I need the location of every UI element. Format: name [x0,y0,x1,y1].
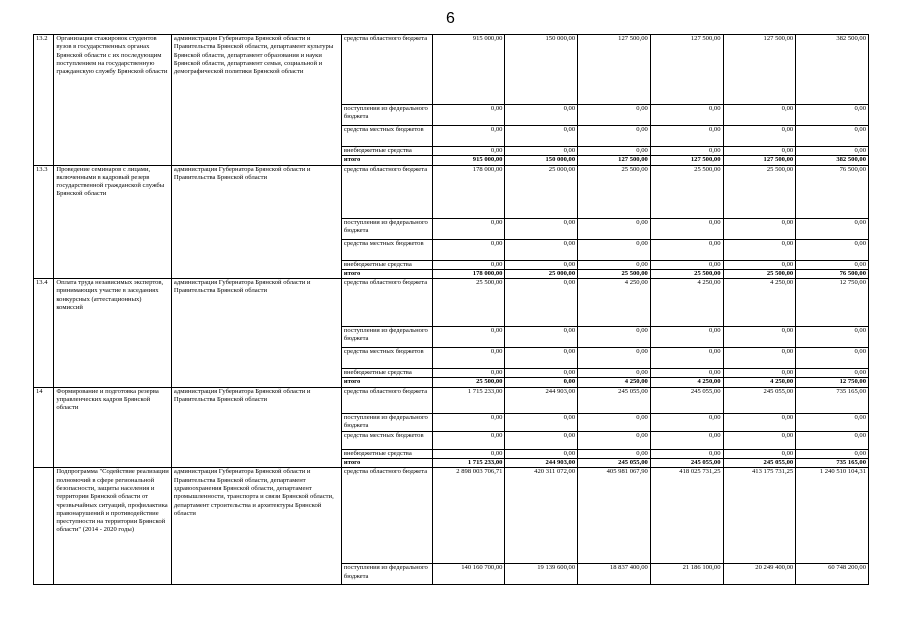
source-label: средства областного бюджета [341,35,432,105]
cell-value: 0,00 [432,431,505,449]
cell-value: 0,00 [578,126,651,147]
cell-value: 0,00 [796,449,869,458]
page-number: 6 [446,10,455,27]
table-row [34,279,869,327]
executor: администрация Губернатора Брянской области и Правительства Брянской области, департамент здравоохранения Брянской области, департамент промышленности, транспорта и связи Брянской области, департамент строительства и архитектуры Брянской области [171,468,341,585]
cell-value: 0,00 [723,126,796,147]
cell-value: 0,00 [578,147,651,156]
cell-value: 127 500,00 [650,156,723,165]
source-label: средства областного бюджета [341,468,432,564]
cell-value: 4 250,00 [650,279,723,327]
cell-value: 0,00 [796,348,869,369]
cell-value: 0,00 [650,327,723,348]
cell-value: 0,00 [723,260,796,269]
cell-value: 25 000,00 [505,269,578,278]
cell-value: 178 000,00 [432,269,505,278]
cell-value: 0,00 [796,239,869,260]
budget-table [33,34,869,585]
source-label: поступления из федерального бюджета [341,327,432,348]
cell-value: 915 000,00 [432,156,505,165]
row-number: 13.3 [34,165,54,279]
cell-value: 0,00 [650,105,723,126]
cell-value: 0,00 [432,126,505,147]
cell-value: 0,00 [650,348,723,369]
cell-value: 0,00 [505,449,578,458]
cell-value: 0,00 [723,449,796,458]
cell-value: 0,00 [796,413,869,431]
source-label: средства областного бюджета [341,279,432,327]
row-number: 14 [34,387,54,468]
cell-value: 4 250,00 [650,378,723,387]
cell-value: 25 500,00 [723,165,796,218]
cell-value: 0,00 [505,369,578,378]
cell-value: 127 500,00 [578,35,651,105]
source-label: внебюджетные средства [341,147,432,156]
cell-value: 12 750,00 [796,279,869,327]
row-number: 13.4 [34,279,54,388]
cell-value: 127 500,00 [578,156,651,165]
cell-value: 25 500,00 [723,269,796,278]
cell-value: 245 055,00 [578,387,651,413]
table-row [34,387,869,413]
cell-value: 25 500,00 [578,269,651,278]
cell-value: 0,00 [650,126,723,147]
cell-value: 0,00 [723,431,796,449]
cell-value: 0,00 [432,449,505,458]
measure-name: Оплата труда независимых экспертов, принимающих участие в заседаниях конкурсных (аттестационных) комиссий [54,279,172,388]
cell-value: 0,00 [578,449,651,458]
cell-value: 0,00 [505,126,578,147]
cell-value: 0,00 [432,327,505,348]
cell-value: 0,00 [505,378,578,387]
cell-value: 18 837 400,00 [578,564,651,585]
cell-value: 735 165,00 [796,459,869,468]
source-label: поступления из федерального бюджета [341,105,432,126]
cell-value: 0,00 [432,147,505,156]
cell-value: 0,00 [432,348,505,369]
cell-value: 0,00 [505,348,578,369]
cell-value: 178 000,00 [432,165,505,218]
measure-name: Организация стажировок студентов вузов в государственных органах Брянской области с их последующим поступлением на государственную гражданскую службу Брянской области [54,35,172,166]
cell-value: 0,00 [723,239,796,260]
cell-value: 76 500,00 [796,269,869,278]
source-label: итого [341,378,432,387]
row-number: 13.2 [34,35,54,166]
cell-value: 127 500,00 [723,156,796,165]
cell-value: 735 165,00 [796,387,869,413]
cell-value: 1 715 233,00 [432,387,505,413]
source-label: средства областного бюджета [341,165,432,218]
cell-value: 140 160 700,00 [432,564,505,585]
cell-value: 245 055,00 [650,387,723,413]
cell-value: 150 000,00 [505,35,578,105]
cell-value: 0,00 [432,218,505,239]
cell-value: 244 903,00 [505,459,578,468]
measure-name: Проведение семинаров с лицами, включенными в кадровый резерв государственной гражданской службы Брянской области [54,165,172,279]
cell-value: 0,00 [796,147,869,156]
cell-value: 0,00 [505,279,578,327]
source-label: поступления из федерального бюджета [341,564,432,585]
cell-value: 0,00 [723,369,796,378]
cell-value: 0,00 [505,147,578,156]
cell-value: 19 139 600,00 [505,564,578,585]
source-label: поступления из федерального бюджета [341,413,432,431]
executor: администрация Губернатора Брянской области и Правительства Брянской области, департамент культуры Брянской области, департамент образования и науки Брянской области, департамент семьи, социальной и демографической политики Брянской области [171,35,341,166]
cell-value: 150 000,00 [505,156,578,165]
cell-value: 0,00 [650,218,723,239]
source-label: итого [341,269,432,278]
source-label: средства областного бюджета [341,387,432,413]
table-row [34,165,869,218]
cell-value: 127 500,00 [650,35,723,105]
cell-value: 76 500,00 [796,165,869,218]
cell-value: 0,00 [578,260,651,269]
cell-value: 4 250,00 [723,378,796,387]
cell-value: 0,00 [723,147,796,156]
cell-value: 0,00 [505,431,578,449]
source-label: итого [341,156,432,165]
cell-value: 20 249 400,00 [723,564,796,585]
cell-value: 127 500,00 [723,35,796,105]
cell-value: 4 250,00 [723,279,796,327]
measure-name: Формирование и подготовка резерва управленческих кадров Брянской области [54,387,172,468]
table-row [34,468,869,564]
cell-value: 0,00 [723,327,796,348]
cell-value: 0,00 [505,218,578,239]
cell-value: 0,00 [796,218,869,239]
cell-value: 413 175 731,25 [723,468,796,564]
cell-value: 405 981 067,90 [578,468,651,564]
cell-value: 0,00 [650,369,723,378]
cell-value: 0,00 [505,105,578,126]
executor: администрация Губернатора Брянской области и Правительства Брянской области [171,165,341,279]
cell-value: 4 250,00 [578,378,651,387]
source-label: внебюджетные средства [341,260,432,269]
cell-value: 0,00 [578,413,651,431]
cell-value: 0,00 [796,105,869,126]
cell-value: 0,00 [723,105,796,126]
cell-value: 0,00 [578,327,651,348]
cell-value: 0,00 [578,218,651,239]
table-row [34,35,869,105]
cell-value: 25 500,00 [650,269,723,278]
cell-value: 382 500,00 [796,35,869,105]
row-number [34,468,54,585]
cell-value: 382 500,00 [796,156,869,165]
cell-value: 1 240 510 104,31 [796,468,869,564]
source-label: поступления из федерального бюджета [341,218,432,239]
cell-value: 0,00 [432,260,505,269]
source-label: внебюджетные средства [341,449,432,458]
cell-value: 0,00 [505,327,578,348]
cell-value: 0,00 [650,413,723,431]
executor: администрация Губернатора Брянской области и Правительства Брянской области [171,387,341,468]
cell-value: 0,00 [505,239,578,260]
cell-value: 2 898 003 706,71 [432,468,505,564]
cell-value: 245 055,00 [650,459,723,468]
cell-value: 0,00 [650,431,723,449]
cell-value: 245 055,00 [578,459,651,468]
cell-value: 0,00 [578,105,651,126]
cell-value: 25 000,00 [505,165,578,218]
cell-value: 418 025 731,25 [650,468,723,564]
cell-value: 0,00 [578,431,651,449]
cell-value: 25 500,00 [650,165,723,218]
source-label: внебюджетные средства [341,369,432,378]
source-label: итого [341,459,432,468]
cell-value: 420 311 072,00 [505,468,578,564]
cell-value: 0,00 [723,218,796,239]
cell-value: 0,00 [432,413,505,431]
cell-value: 0,00 [650,147,723,156]
cell-value: 0,00 [650,260,723,269]
cell-value: 0,00 [723,348,796,369]
cell-value: 25 500,00 [432,279,505,327]
cell-value: 0,00 [650,239,723,260]
cell-value: 0,00 [432,239,505,260]
cell-value: 0,00 [796,126,869,147]
cell-value: 25 500,00 [432,378,505,387]
cell-value: 0,00 [578,369,651,378]
cell-value: 0,00 [432,105,505,126]
cell-value: 0,00 [796,327,869,348]
cell-value: 244 903,00 [505,387,578,413]
cell-value: 0,00 [578,348,651,369]
subprogram-name: Подпрограмма "Содействие реализации полномочий в сфере региональной безопасности, защиты населения и территории Брянской области от чрезвычайных ситуаций, профилактика правонарушений и противодействие преступности на территории Брянской области" (2014 - 2020 годы) [54,468,172,585]
cell-value: 25 500,00 [578,165,651,218]
cell-value: 0,00 [650,449,723,458]
cell-value: 0,00 [796,260,869,269]
cell-value: 245 055,00 [723,387,796,413]
cell-value: 915 000,00 [432,35,505,105]
source-label: средства местных бюджетов [341,348,432,369]
cell-value: 0,00 [505,260,578,269]
executor: администрация Губернатора Брянской области и Правительства Брянской области [171,279,341,388]
source-label: средства местных бюджетов [341,239,432,260]
cell-value: 4 250,00 [578,279,651,327]
cell-value: 0,00 [578,239,651,260]
cell-value: 60 748 200,00 [796,564,869,585]
cell-value: 0,00 [723,413,796,431]
cell-value: 245 055,00 [723,459,796,468]
cell-value: 12 750,00 [796,378,869,387]
cell-value: 0,00 [796,431,869,449]
cell-value: 0,00 [505,413,578,431]
cell-value: 0,00 [796,369,869,378]
cell-value: 1 715 233,00 [432,459,505,468]
cell-value: 21 186 100,00 [650,564,723,585]
cell-value: 0,00 [432,369,505,378]
source-label: средства местных бюджетов [341,431,432,449]
source-label: средства местных бюджетов [341,126,432,147]
